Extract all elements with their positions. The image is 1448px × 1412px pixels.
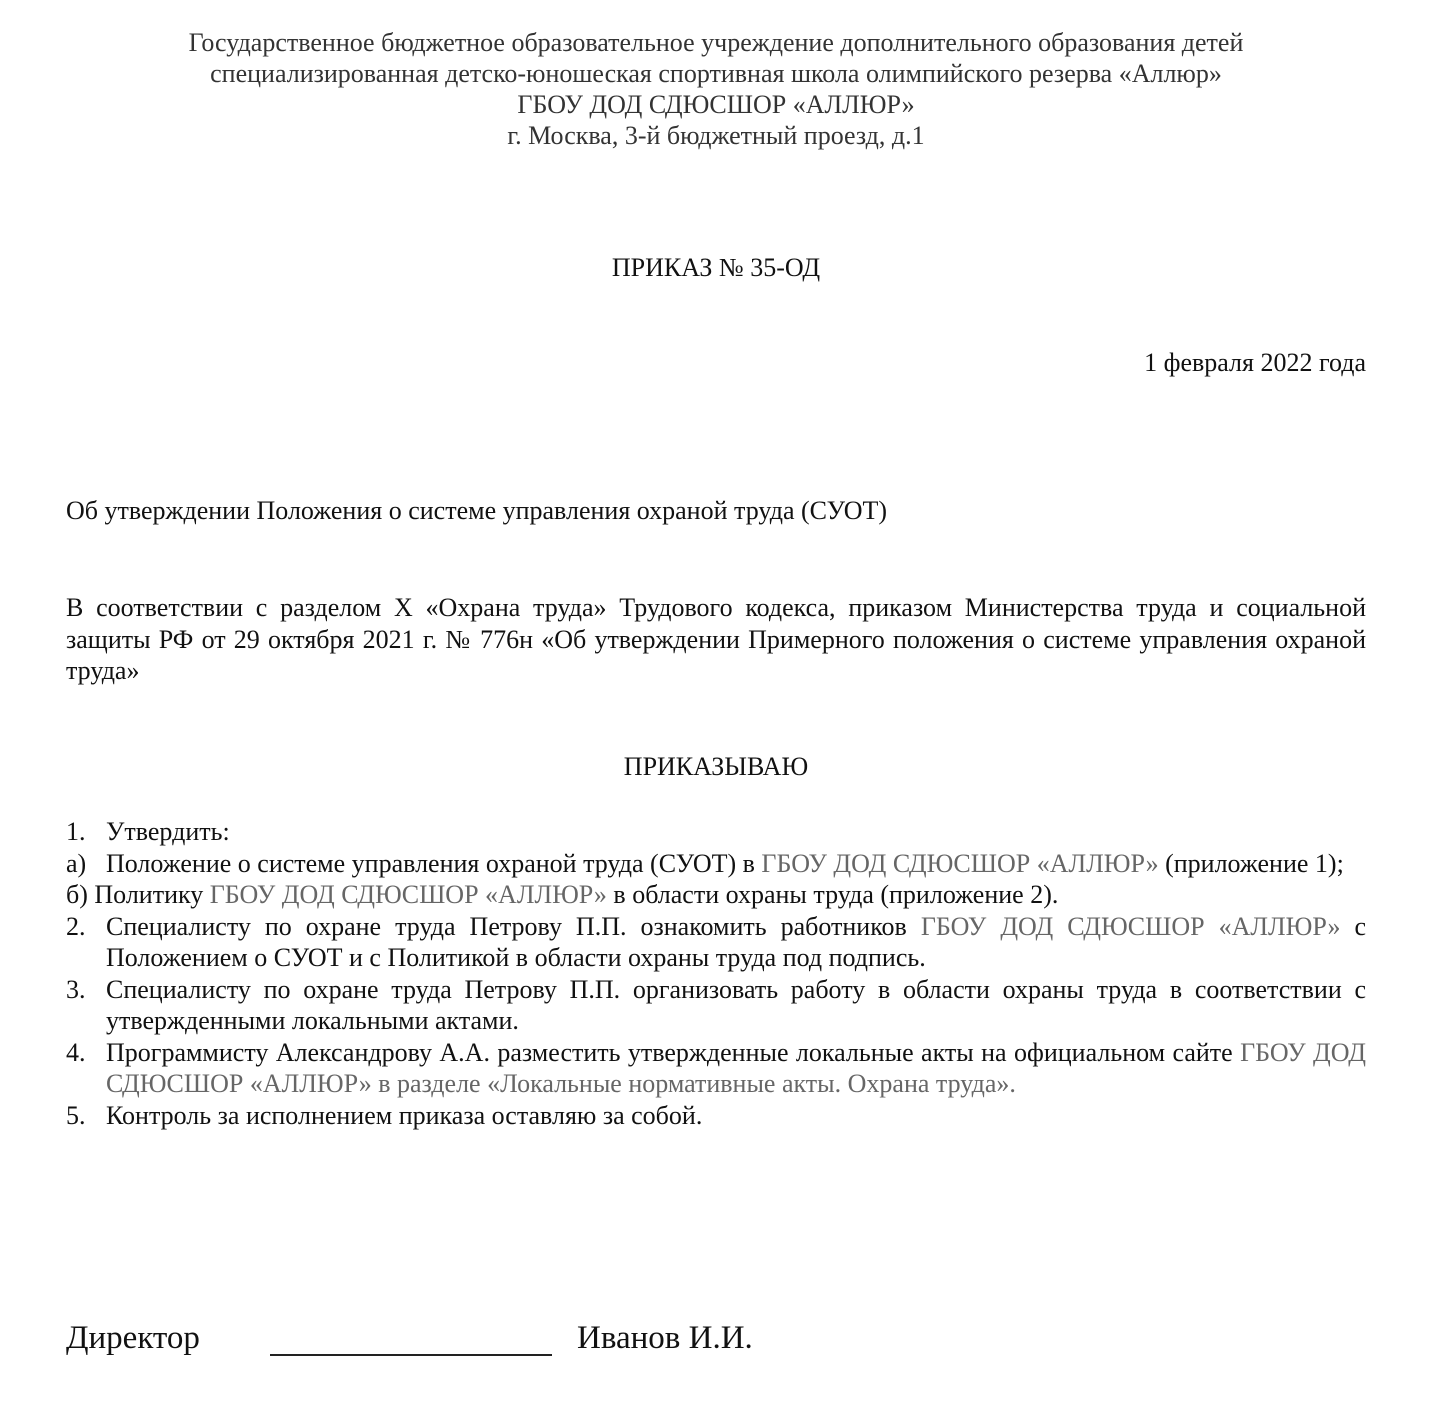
signatory-name: Иванов И.И.: [577, 1320, 753, 1356]
list-item-text: в области охраны труда (приложение 2).: [606, 880, 1059, 909]
list-item-3: [66, 974, 1366, 1037]
list-item-text: Специалисту по охране труда Петрову П.П. организовать работу в области охраны труда в соответствии с утвержденными локальными актами.: [106, 974, 1366, 1035]
list-marker: 5.: [66, 1100, 86, 1130]
list-item-a: [66, 848, 1366, 880]
order-heading: ПРИКАЗЫВАЮ: [623, 752, 809, 781]
signature-block: [66, 1320, 966, 1364]
letterhead-line-2: специализированная детско-юношеская спортивная школа олимпийского резерва «Аллюр»: [210, 59, 1222, 88]
signatory-role: Директор: [66, 1320, 200, 1356]
list-marker: а): [66, 848, 87, 878]
list-marker: 3.: [66, 974, 86, 1004]
order-title: ПРИКАЗ № 35-ОД: [611, 253, 821, 282]
order-subject: Об утверждении Положения о системе управления охраной труда (СУОТ): [66, 496, 888, 525]
list-item-text: в разделе «Локальные нормативные акты. Охрана труда».: [371, 1069, 1016, 1098]
list-item-4: [66, 1037, 1366, 1100]
letterhead: [0, 27, 1432, 151]
list-item-text: Положение о системе управления охраной труда (СУОТ) в: [106, 848, 762, 878]
letterhead-line-3: ГБОУ ДОД СДЮСШОР «АЛЛЮР»: [517, 90, 915, 119]
order-date: 1 февраля 2022 года: [1144, 348, 1366, 377]
list-item-text: Специалисту по охране труда Петрову П.П. ознакомить работников: [106, 911, 921, 941]
list-item-text: Политику: [87, 880, 210, 909]
list-marker: 1.: [66, 817, 86, 846]
org-name: ГБОУ ДОД СДЮСШОР «АЛЛЮР»: [761, 848, 1159, 878]
list-item-1: [66, 816, 1366, 848]
list-item-text: Контроль за исполнением приказа оставляю за собой.: [106, 1100, 703, 1130]
order-items-list: [66, 816, 1366, 1131]
list-item-2: [66, 911, 1366, 974]
signature-line: [270, 1354, 552, 1356]
org-name: ГБОУ ДОД СДЮСШОР «АЛЛЮР»: [920, 911, 1341, 941]
preamble-paragraph: В соответствии с разделом X «Охрана труда» Трудового кодекса, приказом Министерства труда и социальной защиты РФ от 29 октября 2021 г. № 776н «Об утверждении Примерного положения о системе управления охраной труда»: [66, 593, 1366, 685]
letterhead-line-1: Государственное бюджетное образовательное учреждение дополнительного образования детей: [188, 28, 1244, 57]
list-item-b: [66, 879, 1366, 911]
list-item-5: [66, 1100, 1366, 1132]
list-item-text: Утвердить:: [106, 817, 230, 846]
org-name: ГБОУ ДОД СДЮСШОР «АЛЛЮР»: [209, 880, 607, 909]
list-marker: 2.: [66, 911, 86, 941]
list-marker: б): [66, 880, 88, 909]
list-item-text: (приложение 1);: [1158, 848, 1344, 878]
list-item-text: Программисту Александрову А.А. разместить утвержденные локальные акты на официальном сайте: [106, 1037, 1241, 1067]
letterhead-address: г. Москва, 3-й бюджетный проезд, д.1: [507, 121, 925, 150]
org-name: ГБОУ ДОД СДЮСШОР «АЛЛЮР»: [106, 1037, 1366, 1098]
list-marker: 4.: [66, 1037, 86, 1067]
list-item-text: с Положением о СУОТ и с Политикой в области охраны труда под подпись.: [106, 911, 1366, 972]
